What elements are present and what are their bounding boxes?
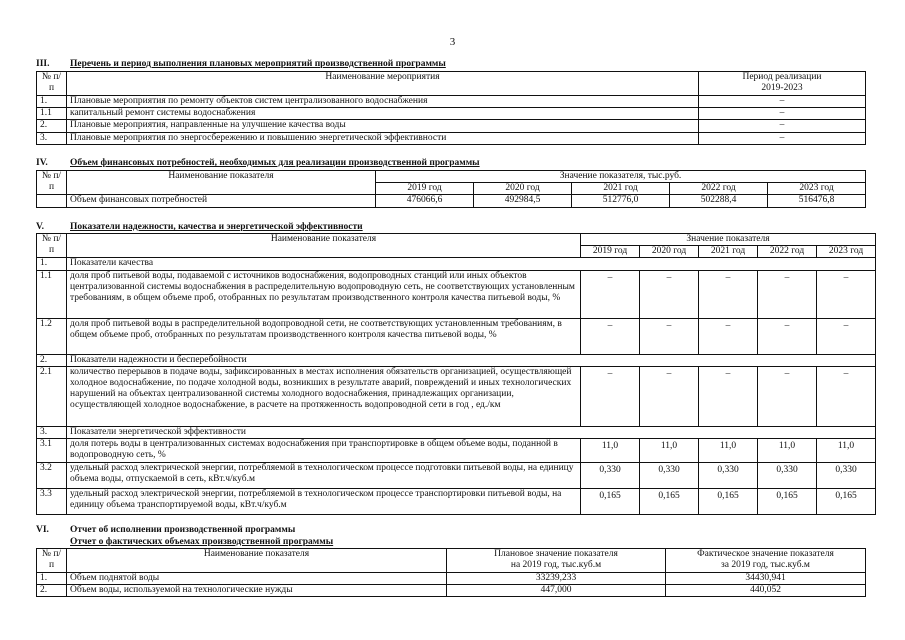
financial-needs-table <box>36 170 866 208</box>
row-number: 1. <box>37 573 67 585</box>
row-value: – <box>758 270 817 318</box>
row-value: – <box>699 270 758 318</box>
row-name: капитальный ремонт системы водоснабжения <box>67 108 699 120</box>
row-name: доля проб питьевой воды, подаваемой с источников водоснабжения, водопроводных станций или иных объектов централизованной системы водоснабжения в распределительную водопроводную сеть, не соответствующих установленным требованиям, в общем объеме проб, отобранных по результатам производственного контроля качества питьевой воды, % <box>67 270 581 318</box>
header-no: № п/п <box>37 72 67 96</box>
row-value: – <box>817 270 876 318</box>
row-number: 3.1 <box>37 439 67 463</box>
header-value: Значение показателя <box>581 234 876 246</box>
section-4-number: IV. <box>36 158 48 168</box>
row-number: 1.1 <box>37 108 67 120</box>
header-fact: Фактическое значение показателя за 2019 год, тыс.куб.м <box>666 549 866 573</box>
row-number <box>37 195 67 207</box>
year-header: 2022 год <box>758 246 817 258</box>
row-value: 0,330 <box>699 463 758 489</box>
section-5-title: Показатели надежности, качества и энергетической эффективности <box>70 222 363 232</box>
header-no: № п/п <box>37 171 67 195</box>
row-number: 2. <box>37 120 67 132</box>
row-number: 1. <box>37 258 67 270</box>
group-row <box>37 258 876 270</box>
row-fact: 440,052 <box>666 585 866 597</box>
row-value: – <box>817 318 876 354</box>
row-value: 0,165 <box>581 489 640 515</box>
table-row <box>37 132 866 144</box>
section-3-heading <box>36 59 446 70</box>
group-title: Показатели качества <box>67 258 876 270</box>
row-plan: 33239,233 <box>447 573 666 585</box>
row-value: – <box>581 318 640 354</box>
year-header: 2023 год <box>817 246 876 258</box>
row-value: – <box>581 270 640 318</box>
row-period: – <box>699 96 866 108</box>
row-value: – <box>640 318 699 354</box>
row-value: 11,0 <box>817 439 876 463</box>
header-indicator-name: Наименование показателя <box>67 171 376 195</box>
section-3-title: Перечень и период выполнения плановых мероприятий производственной программы <box>70 59 446 69</box>
row-name: Объем воды, используемой на технологические нужды <box>67 585 447 597</box>
year-header: 2020 год <box>474 183 572 195</box>
row-value: 476066,6 <box>376 195 474 207</box>
row-number: 1.2 <box>37 318 67 354</box>
row-name: Объем поднятой воды <box>67 573 447 585</box>
row-value: 0,165 <box>758 489 817 515</box>
row-period: – <box>699 108 866 120</box>
header-plan: Плановое значение показателя на 2019 год, тыс.куб.м <box>447 549 666 573</box>
table-row <box>37 120 866 132</box>
row-name: удельный расход электрической энергии, потребляемой в технологическом процессе транспортировки питьевой воды, на единицу объема транспортируемой воды, кВт.ч/куб.м <box>67 489 581 515</box>
section-4-title: Объем финансовых потребностей, необходимых для реализации производственной программы <box>70 158 480 168</box>
table-row <box>37 573 866 585</box>
row-value: – <box>817 366 876 426</box>
header-value: Значение показателя, тыс.руб. <box>376 171 866 183</box>
row-number: 2. <box>37 354 67 366</box>
row-number: 3.2 <box>37 463 67 489</box>
year-header: 2021 год <box>699 246 758 258</box>
row-name: Плановые мероприятия, направленные на улучшение качества воды <box>67 120 699 132</box>
row-value: 11,0 <box>640 439 699 463</box>
group-title: Показатели энергетической эффективности <box>67 426 876 438</box>
row-value: 516476,8 <box>768 195 866 207</box>
header-indicator-name: Наименование показателя <box>67 549 447 573</box>
group-title: Показатели надежности и бесперебойности <box>67 354 876 366</box>
table-row <box>37 463 876 489</box>
row-number: 1.1 <box>37 270 67 318</box>
row-value: 11,0 <box>699 439 758 463</box>
row-value: – <box>758 318 817 354</box>
section-5-number: V. <box>36 222 45 232</box>
section-6-subtitle: Отчет о фактических объемах производственной программы <box>70 537 334 547</box>
year-header: 2019 год <box>581 246 640 258</box>
row-value: – <box>699 366 758 426</box>
row-value: 0,165 <box>640 489 699 515</box>
section-4-heading <box>36 158 480 169</box>
row-number: 1. <box>37 96 67 108</box>
row-value: 512776,0 <box>572 195 670 207</box>
year-header: 2020 год <box>640 246 699 258</box>
section-5-heading <box>36 222 363 233</box>
row-number: 2.1 <box>37 366 67 426</box>
row-number: 3. <box>37 132 67 144</box>
table-row <box>37 366 876 426</box>
indicators-table <box>36 233 876 515</box>
table-row <box>37 270 876 318</box>
header-period: Период реализации 2019-2023 <box>699 72 866 96</box>
year-header: 2021 год <box>572 183 670 195</box>
row-name: количество перерывов в подаче воды, зафиксированных в местах исполнения обязательств организацией, осуществляющей холодное водоснабжение, по подаче холодной воды, возникших в результате аварий, повреждений и иных технологических нарушений на объектах централизованной системы холодного водоснабжения, принадлежащих организации, осуществляющей холодное водоснабжение, в расчете на протяженность водопроводной сети в год , ед./км <box>67 366 581 426</box>
table-row <box>37 585 866 597</box>
table-row <box>37 318 876 354</box>
row-value: 11,0 <box>581 439 640 463</box>
row-name: доля проб питьевой воды в распределительной водопроводной сети, не соответствующих установленным требованиям, в общем объеме проб, отобранных по результатам производственного контроля качества питьевой воды, % <box>67 318 581 354</box>
year-header: 2023 год <box>768 183 866 195</box>
row-name: Плановые мероприятия по ремонту объектов систем централизованного водоснабжения <box>67 96 699 108</box>
row-value: 11,0 <box>758 439 817 463</box>
row-value: 0,330 <box>640 463 699 489</box>
table-row <box>37 439 876 463</box>
row-value: – <box>699 318 758 354</box>
row-fact: 34430,941 <box>666 573 866 585</box>
row-value: 492984,5 <box>474 195 572 207</box>
activities-table <box>36 71 866 145</box>
row-number: 3.3 <box>37 489 67 515</box>
year-header: 2019 год <box>376 183 474 195</box>
row-value: – <box>581 366 640 426</box>
header-indicator-name: Наименование показателя <box>67 234 581 258</box>
section-6-number: VI. <box>36 525 49 535</box>
row-value: 0,330 <box>817 463 876 489</box>
row-name: доля потерь воды в централизованных системах водоснабжения при транспортировке в общем объеме воды, поданной в водопроводную сеть, % <box>67 439 581 463</box>
row-value: 0,330 <box>758 463 817 489</box>
row-name: Объем финансовых потребностей <box>67 195 376 207</box>
production-report-table <box>36 548 866 597</box>
row-number: 2. <box>37 585 67 597</box>
row-period: – <box>699 132 866 144</box>
header-no: № п/п <box>37 234 67 258</box>
row-value: – <box>758 366 817 426</box>
row-value: 502288,4 <box>670 195 768 207</box>
row-value: – <box>640 270 699 318</box>
header-activity-name: Наименование мероприятия <box>67 72 699 96</box>
table-row <box>37 108 866 120</box>
row-plan: 447,000 <box>447 585 666 597</box>
group-row <box>37 354 876 366</box>
table-row <box>37 96 866 108</box>
section-6-heading <box>36 525 295 536</box>
page-number: 3 <box>449 36 456 48</box>
row-period: – <box>699 120 866 132</box>
table-row <box>37 489 876 515</box>
row-value: 0,165 <box>817 489 876 515</box>
section-6-title: Отчет об исполнении производственной программы <box>70 525 296 535</box>
group-row <box>37 426 876 438</box>
row-value: 0,165 <box>699 489 758 515</box>
year-header: 2022 год <box>670 183 768 195</box>
row-value: 0,330 <box>581 463 640 489</box>
header-no: № п/п <box>37 549 67 573</box>
row-name: удельный расход электрической энергии, потребляемой в технологическом процессе подготовки питьевой воды, на единицу объема воды, отпускаемой в сеть, кВт.ч/куб.м <box>67 463 581 489</box>
row-number: 3. <box>37 426 67 438</box>
section-3-number: III. <box>36 59 50 69</box>
table-row <box>37 195 866 207</box>
row-value: – <box>640 366 699 426</box>
row-name: Плановые мероприятия по энергосбережению и повышению энергетической эффективности <box>67 132 699 144</box>
